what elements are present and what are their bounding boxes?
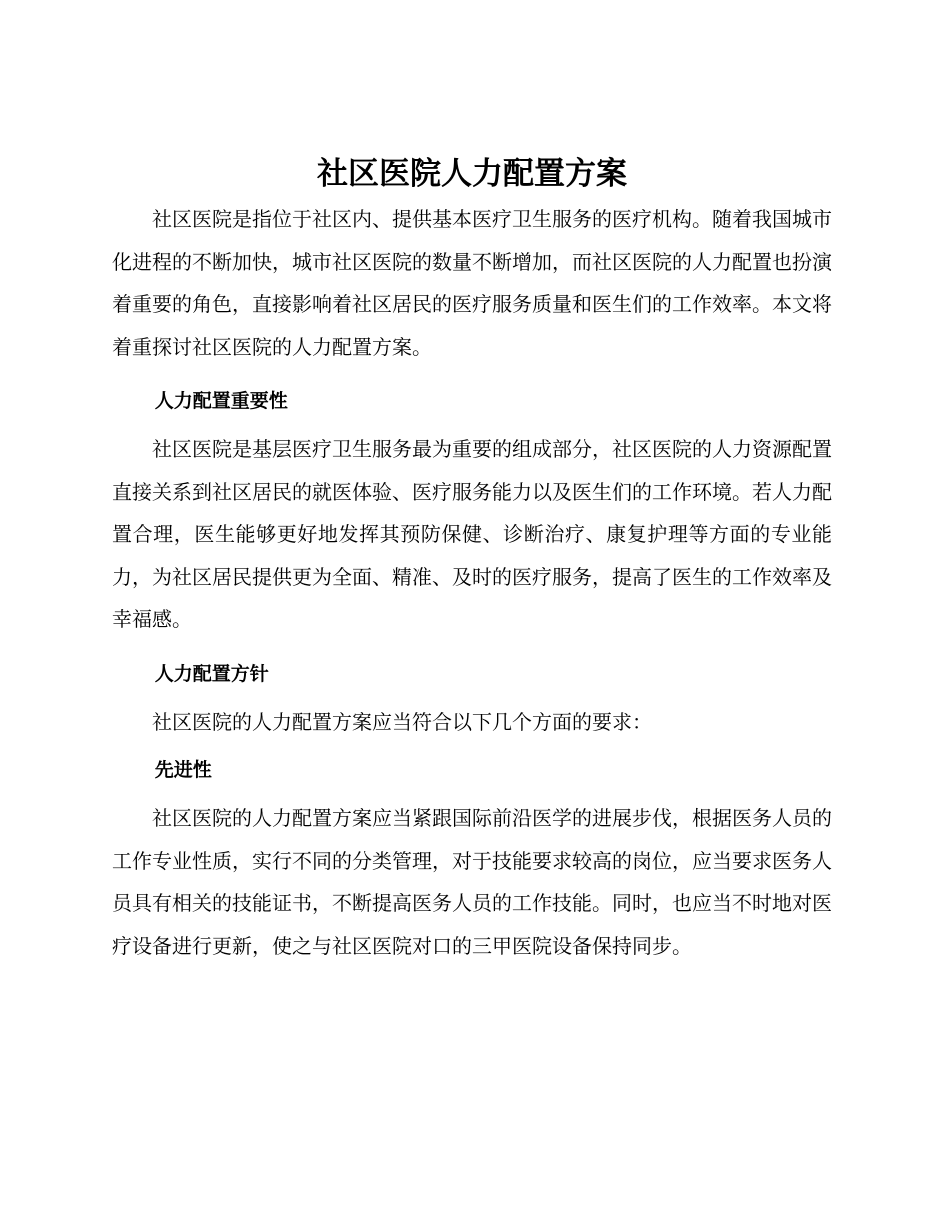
section-heading-importance: 人力配置重要性 xyxy=(154,390,288,412)
spacer xyxy=(112,641,832,653)
section-heading-policy: 人力配置方针 xyxy=(154,662,269,685)
intro-paragraph: 社区医院是指位于社区内、提供基本医疗卫生服务的医疗机构。随着我国城市化进程的不断加快，城市社区医院的数量不断增加，而社区医院的人力配置也扮演着重要的角色，直接影响着社区居民的医疗服务质量和医生们的工作效率。本文将着重探讨社区医院的人力配置方案。 xyxy=(112,207,832,359)
section-paragraph-advanced: 社区医院的人力配置方案应当紧跟国际前沿医学的进展步伐，根据医务人员的工作专业性质，实行不同的分类管理，对于技能要求较高的岗位，应当要求医务人员具有相关的技能证书，不断提高医务人员的工作技能。同时，也应当不时地对医疗设备进行更新，使之与社区医院对口的三甲医院设备保持同步。 xyxy=(112,806,832,958)
spacer xyxy=(112,368,832,380)
section-paragraph-importance: 社区医院是基层医疗卫生服务最为重要的组成部分，社区医院的人力资源配置直接关系到社区居民的就医体验、医疗服务能力以及医生们的工作环境。若人力配置合理，医生能够更好地发挥其预防保健、诊断治疗、康复护理等方面的专业能力，为社区居民提供更为全面、精准、及时的医疗服务，提高了医生的工作效率及幸福感。 xyxy=(112,437,832,631)
document-title: 社区医院人力配置方案 xyxy=(317,156,627,192)
document-body xyxy=(112,150,832,967)
section-heading-advanced: 先进性 xyxy=(154,759,212,781)
section-paragraph-policy: 社区医院的人力配置方案应当符合以下几个方面的要求： xyxy=(152,709,652,734)
